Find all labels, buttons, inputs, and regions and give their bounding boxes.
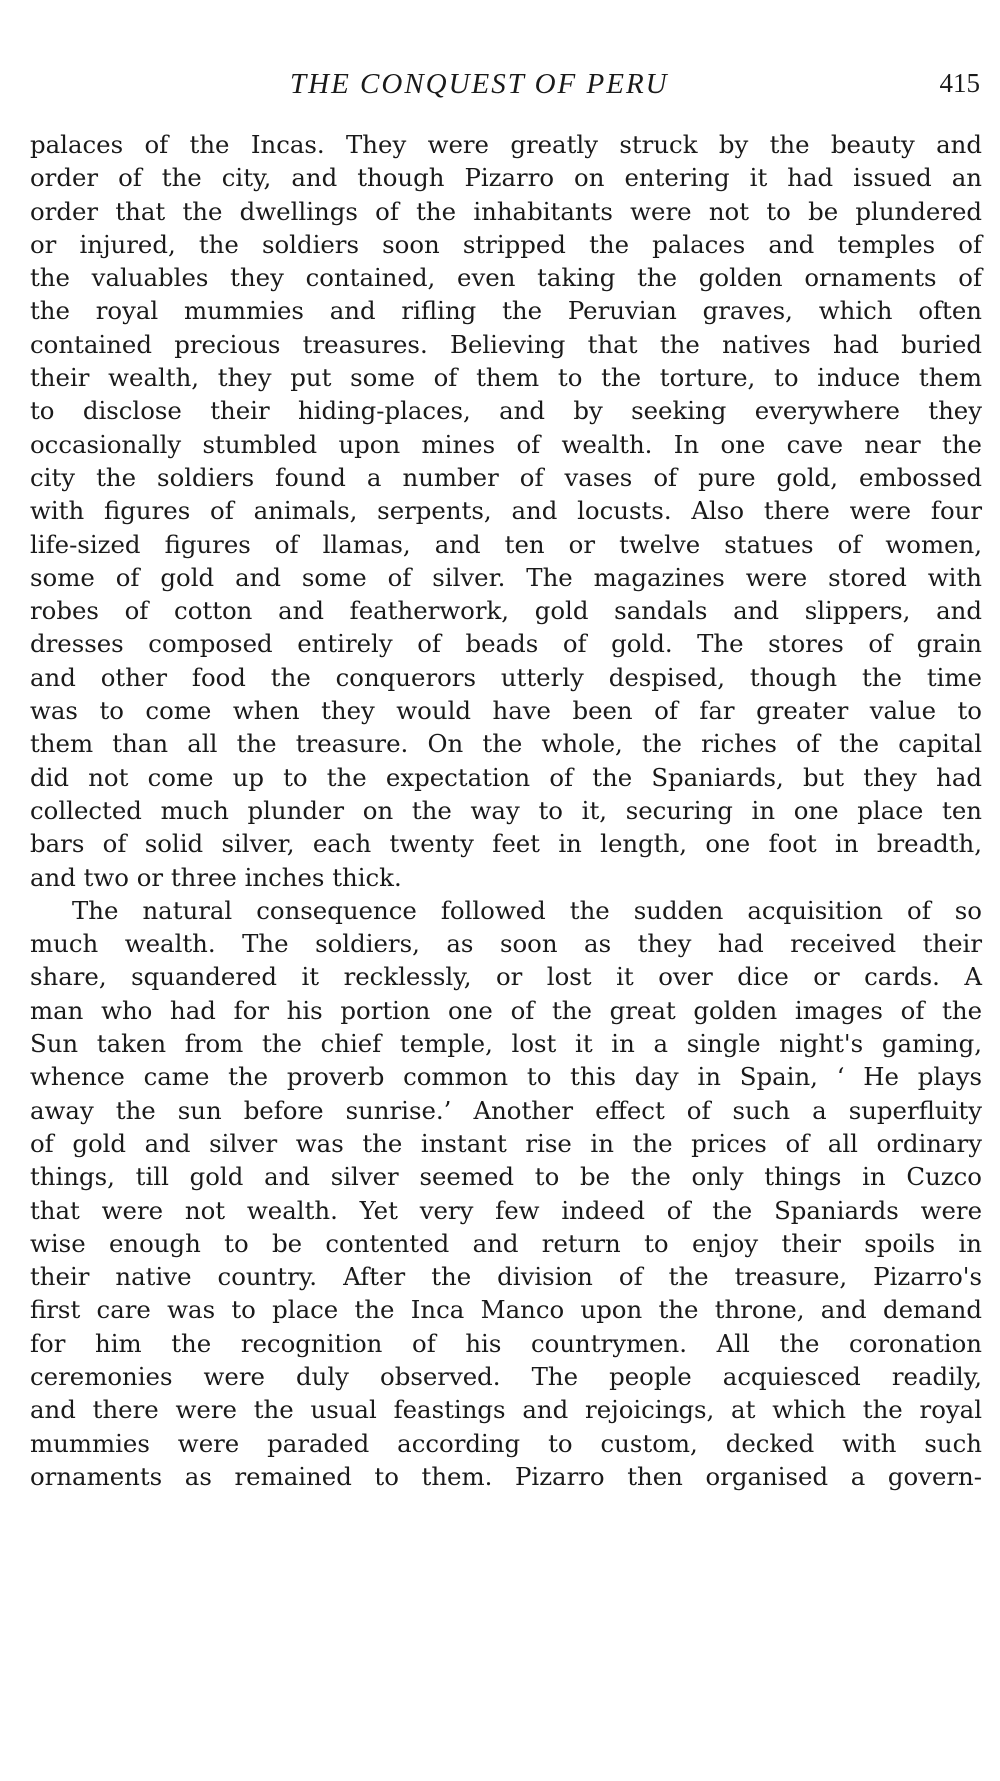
text-line: order that the dwellings of the inhabitants were not to be plundered	[30, 196, 982, 226]
text-line: wise enough to be contented and return to enjoy their spoils in	[30, 1228, 982, 1258]
text-line: of gold and silver was the instant rise in the prices of all ordinary	[30, 1128, 982, 1158]
text-line: robes of cotton and featherwork, gold sandals and slippers, and	[30, 596, 982, 626]
text-line: dresses composed entirely of beads of gold. The stores of grain	[30, 629, 982, 659]
text-line: first care was to place the Inca Manco upon the throne, and demand	[30, 1295, 982, 1325]
text-line: some of gold and some of silver. The magazines were stored with	[30, 562, 982, 592]
text-line: things, till gold and silver seemed to be the only things in Cuzco	[30, 1162, 982, 1192]
text-line: the royal mummies and rifling the Peruvian graves, which often	[30, 296, 982, 326]
text-line: life-sized figures of llamas, and ten or twelve statues of women,	[30, 529, 982, 559]
text-line: did not come up to the expectation of the Spaniards, but they had	[30, 762, 982, 792]
text-line: with figures of animals, serpents, and locusts. Also there were four	[30, 496, 982, 526]
text-line: the valuables they contained, even taking the golden ornaments of	[30, 263, 982, 293]
body-text	[30, 128, 982, 1493]
text-line: ornaments as remained to them. Pizarro then organised a govern-	[30, 1461, 982, 1491]
text-line: away the sun before sunrise.’ Another effect of such a superfluity	[30, 1095, 982, 1125]
text-line: Sun taken from the chief temple, lost it in a single night's gaming,	[30, 1029, 982, 1059]
text-line: their native country. After the division of the treasure, Pizarro's	[30, 1262, 982, 1292]
text-line: city the soldiers found a number of vases of pure gold, embossed	[30, 462, 982, 492]
text-line: them than all the treasure. On the whole, the riches of the capital	[30, 729, 982, 759]
text-line: was to come when they would have been of far greater value to	[30, 696, 982, 726]
text-line: their wealth, they put some of them to the torture, to induce them	[30, 363, 982, 393]
text-line: ceremonies were duly observed. The people acquiesced readily,	[30, 1361, 982, 1391]
text-line: collected much plunder on the way to it, securing in one place ten	[30, 795, 982, 825]
text-line: much wealth. The soldiers, as soon as they had received their	[30, 929, 982, 959]
text-line: man who had for his portion one of the great golden images of the	[30, 995, 982, 1025]
text-line: occasionally stumbled upon mines of wealth. In one cave near the	[30, 429, 982, 459]
paragraph-start-line: The natural consequence followed the sudden acquisition of so	[72, 895, 982, 925]
text-line: order of the city, and though Pizarro on entering it had issued an	[30, 163, 982, 193]
text-line: and there were the usual feastings and rejoicings, at which the royal	[30, 1395, 982, 1425]
text-line: to disclose their hiding-places, and by seeking everywhere they	[30, 396, 982, 426]
text-line: whence came the proverb common to this day in Spain, ‘ He plays	[30, 1062, 982, 1092]
text-line: palaces of the Incas. They were greatly struck by the beauty and	[30, 130, 982, 159]
running-header	[30, 68, 990, 108]
text-line: or injured, the soldiers soon stripped the palaces and temples of	[30, 229, 982, 259]
text-line: and other food the conquerors utterly despised, though the time	[30, 662, 982, 692]
text-line: contained precious treasures. Believing that the natives had buried	[30, 329, 982, 359]
running-title: THE CONQUEST OF PERU	[290, 68, 669, 100]
text-line: share, squandered it recklessly, or lost it over dice or cards. A	[30, 962, 982, 992]
text-line: bars of solid silver, each twenty feet in length, one foot in breadth,	[30, 829, 982, 859]
page-number: 415	[939, 68, 980, 98]
text-line: for him the recognition of his countrymen. All the coronation	[30, 1328, 982, 1358]
text-line: that were not wealth. Yet very few indeed of the Spaniards were	[30, 1195, 982, 1225]
text-line: mummies were paraded according to custom, decked with such	[30, 1428, 982, 1458]
paragraph-end-line: and two or three inches thick.	[30, 862, 402, 892]
